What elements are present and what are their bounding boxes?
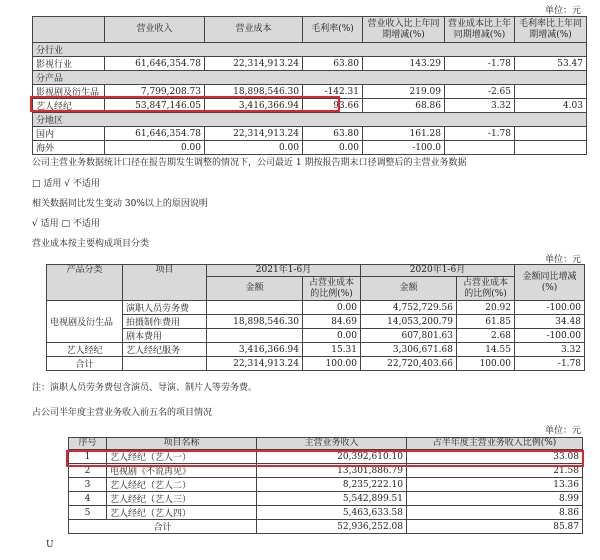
t2-header-2020: 2020年1-6月 <box>361 265 515 277</box>
cell: 63.80 <box>303 127 363 141</box>
cell <box>123 357 207 371</box>
cell: 52,936,252.08 <box>257 520 407 534</box>
cell: 0.00 <box>105 141 205 155</box>
table-row <box>33 127 587 141</box>
cell: 艺人经纪 <box>33 99 105 113</box>
table-row <box>47 329 585 343</box>
cell: 4.03 <box>515 99 587 113</box>
cell: 34.48 <box>515 315 585 329</box>
cell: 18,898,546.30 <box>205 85 303 99</box>
table-row <box>69 492 583 506</box>
cell: 33.08 <box>407 450 583 464</box>
highlight-box <box>66 450 584 467</box>
cell: 艺人经纪（艺人一） <box>107 450 257 464</box>
cell <box>207 329 303 343</box>
cell: -1.78 <box>445 127 515 141</box>
cell: 21.58 <box>407 464 583 478</box>
cell: 14,053,200.79 <box>361 315 457 329</box>
t1-header: 营业成本比上年同期增减(%) <box>445 17 515 43</box>
cell: 0.00 <box>303 141 363 155</box>
cell: 艺人经纪服务 <box>123 343 207 357</box>
cell: 14.55 <box>457 343 515 357</box>
cell: 61,646,354.78 <box>105 127 205 141</box>
cell: -142.31 <box>303 85 363 99</box>
cell: 100.00 <box>303 357 361 371</box>
table-row <box>47 357 585 371</box>
table-row <box>69 520 583 534</box>
t2-header-yoy: 金额同比增减(%) <box>515 265 585 301</box>
t3-header: 项目名称 <box>107 438 257 450</box>
cell: -100.0 <box>363 141 445 155</box>
cell: 219.09 <box>363 85 445 99</box>
section-title: 分地区 <box>33 113 587 127</box>
cell: 61,646,354.78 <box>105 57 205 71</box>
cell: 3,416,366.94 <box>205 99 303 113</box>
cell: 13,301,886.79 <box>257 464 407 478</box>
t2-header-item: 项目 <box>123 265 207 301</box>
cell: 84.69 <box>303 315 361 329</box>
cell: 18,898,546.30 <box>207 315 303 329</box>
t1-header: 营业收入 <box>105 17 205 43</box>
t3-header: 序号 <box>69 438 107 450</box>
para-caliber: 公司主营业务数据统计口径在报告期发生调整的情况下，公司最近 1 期按报告期末口径调整后的主营业务数据 <box>32 158 467 168</box>
table-row <box>47 315 585 329</box>
cell: 剧本费用 <box>123 329 207 343</box>
cell: 艺人经纪 <box>47 343 123 357</box>
para-option-2: √ 适用 □ 不适用 <box>32 219 100 229</box>
cell: 0.00 <box>303 301 361 315</box>
cell: 2.68 <box>457 329 515 343</box>
cell: 艺人经纪（艺人二） <box>107 478 257 492</box>
page-mark: U <box>46 540 54 550</box>
t2-header-pct: 占营业成本的比例(%) <box>457 277 515 301</box>
cell: 影视剧及衍生品 <box>33 85 105 99</box>
cell: 8,235,222.10 <box>257 478 407 492</box>
cell: 4,752,729.56 <box>361 301 457 315</box>
cell <box>515 141 587 155</box>
cell: 3 <box>69 478 107 492</box>
cell: 20.92 <box>457 301 515 315</box>
t2-header-category: 产品分类 <box>47 265 123 301</box>
cell: 1 <box>69 450 107 464</box>
cost-composition-table <box>46 264 585 371</box>
cell: -1.78 <box>445 57 515 71</box>
cell: 合计 <box>69 520 257 534</box>
cell: 22,314,913.24 <box>205 57 303 71</box>
para-option-1: □ 适用 √ 不适用 <box>32 179 100 189</box>
table-row <box>47 343 585 357</box>
cell: 3.32 <box>445 99 515 113</box>
cell <box>445 141 515 155</box>
cell: 68.86 <box>363 99 445 113</box>
t2-header-amount: 金额 <box>207 277 303 301</box>
cell: -100.00 <box>515 329 585 343</box>
cell: 3,306,671.68 <box>361 343 457 357</box>
table3-unit: 单位：元 <box>545 426 582 436</box>
cell <box>207 301 303 315</box>
cell <box>515 127 587 141</box>
cell: 22,720,403.66 <box>361 357 457 371</box>
t1-header: 毛利率(%) <box>303 17 363 43</box>
cell: 艺人经纪（艺人三） <box>107 492 257 506</box>
table-row <box>33 57 587 71</box>
cell: 电视剧及衍生品 <box>47 301 123 343</box>
cell: 5,463,633.58 <box>257 506 407 520</box>
t2-header-2021: 2021年1-6月 <box>207 265 361 277</box>
cell: 3.32 <box>515 343 585 357</box>
cell: -100.00 <box>515 301 585 315</box>
table2-unit: 单位：元 <box>545 255 582 265</box>
t1-header <box>33 17 105 43</box>
cell: 22,314,913.24 <box>207 357 303 371</box>
table1-unit: 单位：元 <box>545 6 582 16</box>
cell: 5 <box>69 506 107 520</box>
cell: 0.00 <box>303 329 361 343</box>
t1-header: 营业收入比上年同期增减(%) <box>363 17 445 43</box>
cell: 15.31 <box>303 343 361 357</box>
cell: 61.85 <box>457 315 515 329</box>
para-cost-title: 营业成本按主要构成项目分类 <box>32 239 150 249</box>
para-reason: 相关数据同比发生变动 30%以上的原因说明 <box>32 199 208 209</box>
t1-header: 营业成本 <box>205 17 303 43</box>
note-text: 注：演职人员劳务费包含演员、导演、制片人等劳务费。 <box>32 383 258 393</box>
cell: 53,847,146.05 <box>105 99 205 113</box>
para-top5-title: 占公司半年度主营业务收入前五名的项目情况 <box>32 408 213 418</box>
cell: 3,416,366.94 <box>207 343 303 357</box>
table-row <box>69 478 583 492</box>
cell: 电视剧《不说再见》 <box>107 464 257 478</box>
t3-header: 主营业务收入 <box>257 438 407 450</box>
cell: 8.99 <box>407 492 583 506</box>
cell: 海外 <box>33 141 105 155</box>
cell: 20,392,610.10 <box>257 450 407 464</box>
cell: 艺人经纪（艺人四） <box>107 506 257 520</box>
table-row <box>47 301 585 315</box>
cell: 合计 <box>47 357 123 371</box>
cell: 拍摄制作费用 <box>123 315 207 329</box>
t2-header-pct: 占营业成本的比例(%) <box>303 277 361 301</box>
cell: 13.36 <box>407 478 583 492</box>
cell: 影视行业 <box>33 57 105 71</box>
cell: 0.00 <box>205 141 303 155</box>
t3-header: 占半年度主营业务收入比例(%) <box>407 438 583 450</box>
cell: 22,314,913.24 <box>205 127 303 141</box>
cell: 63.80 <box>303 57 363 71</box>
highlight-box <box>30 96 340 112</box>
table-row <box>69 506 583 520</box>
table-row <box>33 141 587 155</box>
cell: 7,799,208.73 <box>105 85 205 99</box>
cell: 100.00 <box>457 357 515 371</box>
cell: 93.66 <box>303 99 363 113</box>
cell: 8.86 <box>407 506 583 520</box>
cell: 国内 <box>33 127 105 141</box>
section-title: 分产品 <box>33 71 587 85</box>
cell <box>515 85 587 99</box>
cell: 5,542,899.51 <box>257 492 407 506</box>
cell: 2 <box>69 464 107 478</box>
revenue-breakdown-table <box>32 16 587 155</box>
cell: 143.29 <box>363 57 445 71</box>
cell: -2.65 <box>445 85 515 99</box>
t2-header-amount: 金额 <box>361 277 457 301</box>
cell: 85.87 <box>407 520 583 534</box>
cell: 4 <box>69 492 107 506</box>
cell: 演职人员劳务费 <box>123 301 207 315</box>
cell: 53.47 <box>515 57 587 71</box>
cell: -1.78 <box>515 357 585 371</box>
section-title: 分行业 <box>33 43 587 57</box>
t1-header: 毛利率比上年同期增减(%) <box>515 17 587 43</box>
cell: 161.28 <box>363 127 445 141</box>
cell: 607,801.63 <box>361 329 457 343</box>
